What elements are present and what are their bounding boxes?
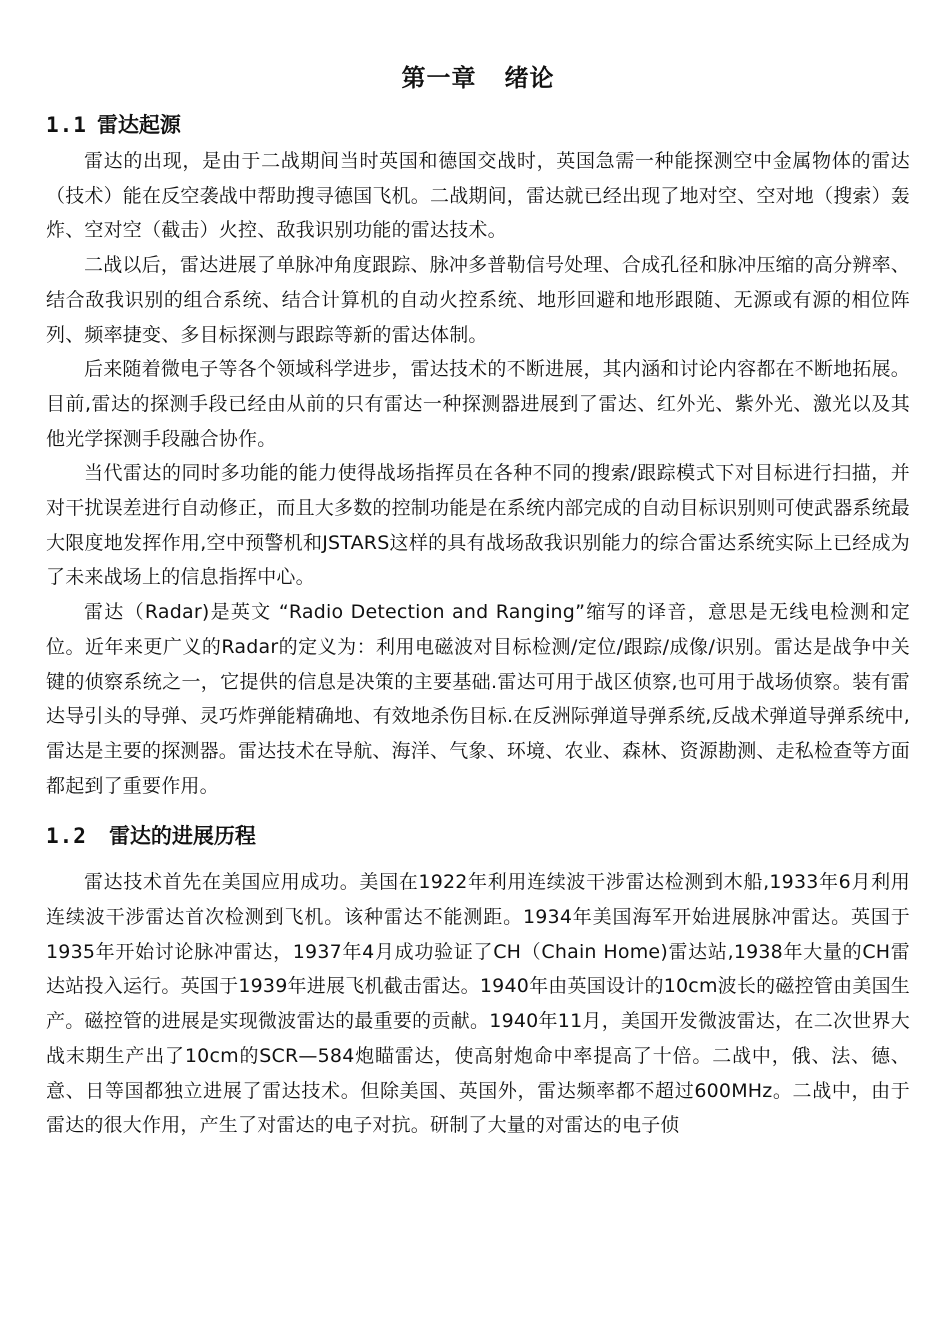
paragraph: 当代雷达的同时多功能的能力使得战场指挥员在各种不同的搜索/跟踪模式下对目标进行扫描，并对干扰误差进行自动修正，而且大多数的控制功能是在系统内部完成的自动目标识别则可使武器系统最大限度地发挥作用,空中预警机和JSTARS这样的具有战场敌我识别能力的综合雷达系统实际上已经成为了未来战场上的信息指挥中心。 (46, 462, 911, 589)
chapter-number: 第一章 (401, 64, 477, 92)
paragraph: 后来随着微电子等各个领域科学进步，雷达技术的不断进展，其内涵和讨论内容都在不断地拓展。目前,雷达的探测手段已经由从前的只有雷达一种探测器进展到了雷达、红外光、紫外光、激光以及其他光学探测手段融合协作。 (46, 358, 910, 450)
section-number: 1.2 (46, 824, 87, 849)
paragraph: 雷达的出现，是由于二战期间当时英国和德国交战时，英国急需一种能探测空中金属物体的雷达（技术）能在反空袭战中帮助搜寻德国飞机。二战期间，雷达就已经出现了地对空、空对地（搜索）轰炸、空对空（截击）火控、敌我识别功能的雷达技术。 (46, 150, 911, 242)
section-heading-1-1 (46, 106, 910, 144)
section-title: 雷达起源 (96, 113, 181, 137)
section-title: 雷达的进展历程 (108, 824, 256, 849)
paragraph: 二战以后，雷达进展了单脉冲角度跟踪、脉冲多普勒信号处理、合成孔径和脉冲压缩的高分辨率、结合敌我识别的组合系统、结合计算机的自动火控系统、地形回避和地形跟随、无源或有源的相位阵列、频率捷变、多目标探测与跟踪等新的雷达体制。 (46, 254, 910, 346)
paragraph: 雷达技术首先在美国应用成功。美国在1922年利用连续波干涉雷达检测到木船,1933年6月利用连续波干涉雷达首次检测到飞机。该种雷达不能测距。1934年美国海军开始进展脉冲雷达。英国于1935年开始讨论脉冲雷达，1937年4月成功验证了CH（Chain Home)雷达站,1938年大量的CH雷达站投入运行。英国于1939年进展飞机截击雷达。1940年由英国设计的10cm波长的磁控管由美国生产。磁控管的进展是实现微波雷达的最重要的贡献。1940年11月，美国开发微波雷达，在二次世界大战末期生产出了10cm的SCR—584炮瞄雷达，使高射炮命中率提高了十倍。二战中，俄、法、德、意、日等国都独立进展了雷达技术。但除美国、英国外，雷达频率都不超过600MHz。二战中，由于雷达的很大作用，产生了对雷达的电子对抗。研制了大量的对雷达的电子侦 (46, 871, 910, 1137)
chapter-title (46, 58, 910, 98)
paragraph: 雷达（Radar)是英文 “Radio Detection and Ranging”缩写的译音，意思是无线电检测和定位。近年来更广义的Radar的定义为：利用电磁波对目标检测/定位/跟踪/成像/识别。雷达是战争中关键的侦察系统之一，它提供的信息是决策的主要基础.雷达可用于战区侦察,也可用于战场侦察。装有雷达导引头的导弹、灵巧炸弹能精确地、有效地杀伤目标.在反洲际弹道导弹系统,反战术弹道导弹系统中,雷达是主要的探测器。雷达技术在导航、海洋、气象、环境、农业、森林、资源勘测、走私检查等方面都起到了重要作用。 (46, 601, 911, 797)
section-number: 1.1 (46, 113, 87, 137)
chapter-name: 绪论 (504, 64, 555, 92)
section-heading-1-2 (46, 817, 910, 855)
